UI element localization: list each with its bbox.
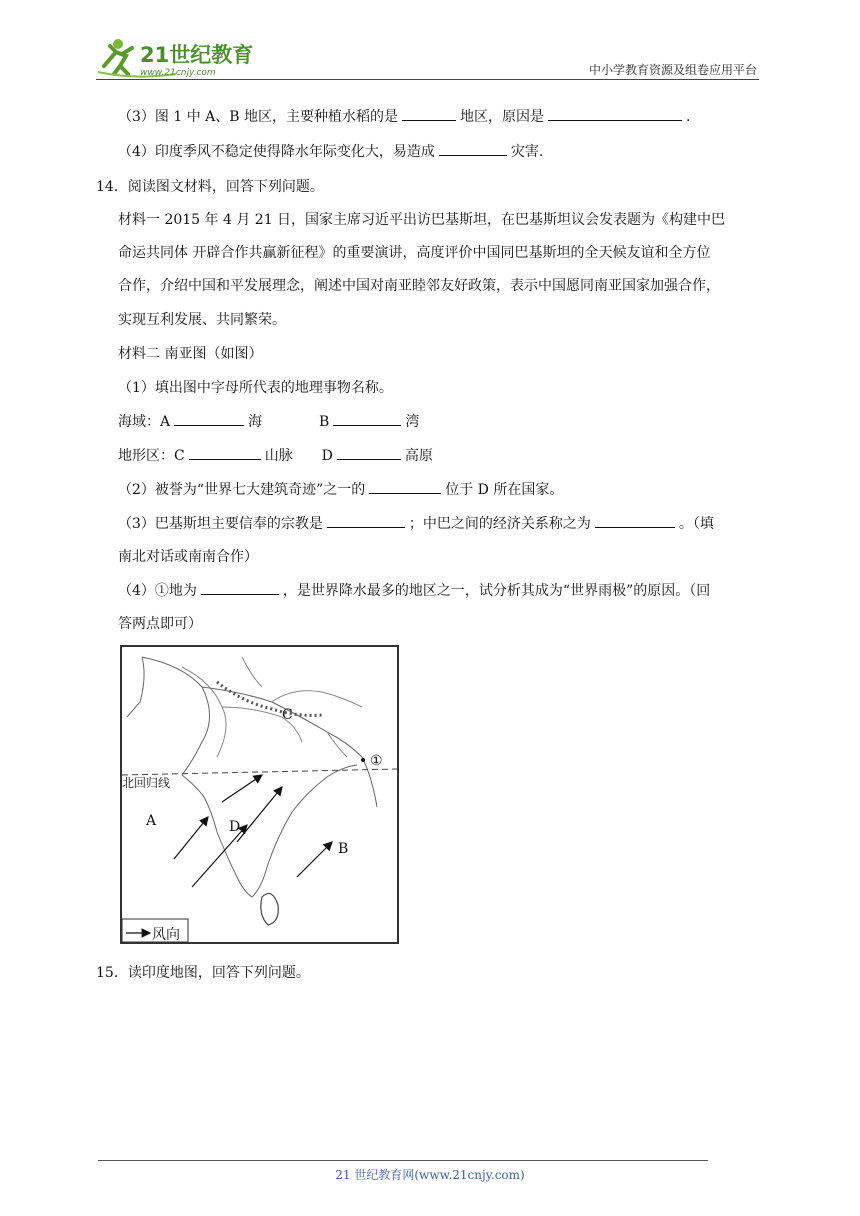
legend-label: 风向 <box>152 927 180 942</box>
answer-blank[interactable] <box>595 513 675 528</box>
wind-arrow <box>174 817 208 859</box>
material1-line1: 材料一 2015 年 4 月 21 日，国家主席习近平出访巴基斯坦，在巴基斯坦议会发表题为《构建中巴 <box>118 212 726 228</box>
q13-part4: （4）印度季风不稳定使得降水年际变化大，易造成 灾害. <box>118 141 543 161</box>
answer-blank[interactable] <box>327 513 405 528</box>
label-b: B <box>338 841 349 857</box>
label-1: ① <box>370 753 383 769</box>
logo-url: www.21cnjy.com <box>140 68 216 78</box>
q14-part4-cont: 答两点即可） <box>118 616 202 632</box>
q14-part1: （1）填出图中字母所代表的地理事物名称。 <box>118 380 393 396</box>
answer-blank[interactable] <box>333 411 401 426</box>
wind-arrow <box>237 787 282 842</box>
tropic-of-cancer <box>122 769 397 775</box>
sri-lanka <box>261 893 278 925</box>
answer-blank[interactable] <box>369 479 441 494</box>
label-a: A <box>146 813 157 829</box>
label-c: C <box>282 707 293 723</box>
site-logo <box>96 36 256 80</box>
logo-text: 21世纪教育 <box>140 43 254 67</box>
answer-blank[interactable] <box>337 445 401 460</box>
footer-text: 21 世纪教育网(www.21cnjy.com) <box>335 1168 525 1182</box>
label-d: D <box>229 819 241 835</box>
tropic-label: 北回归线 <box>122 776 171 790</box>
q14-part3-cont: 南北对话或南南合作） <box>118 549 258 565</box>
q14-part3: （3）巴基斯坦主要信奉的宗教是 ；中巴之间的经济关系称之为 。（填 <box>118 513 714 533</box>
wind-arrow <box>297 842 332 877</box>
answer-blank[interactable] <box>174 411 244 426</box>
footer-divider <box>98 1160 708 1161</box>
answer-blank[interactable] <box>548 106 682 121</box>
material1-line3: 合作，介绍中国和平发展理念，阐述中国对南亚睦邻友好政策，表示中国愿同南亚国家加强合作， <box>118 278 720 294</box>
material2: 材料二 南亚图（如图） <box>118 346 263 362</box>
q14-part2: （2）被誉为“世界七大建筑奇迹”之一的 位于 D 所在国家。 <box>118 479 563 499</box>
q14-land-row: 地形区：C 山脉 D 高原 <box>118 445 433 465</box>
answer-blank[interactable] <box>402 106 456 121</box>
location-dot <box>361 758 365 762</box>
wind-arrow <box>222 775 262 802</box>
material1-line2: 命运共同体 开辟合作共赢新征程》的重要演讲，高度评价中国同巴基斯坦的全天候友谊和全方位 <box>118 245 711 261</box>
platform-name: 中小学教育资源及组卷应用平台 <box>588 63 757 77</box>
answer-blank[interactable] <box>439 141 507 156</box>
q14-part4: （4）①地为 ，是世界降水最多的地区之一，试分析其成为“世界雨极”的原因。（回 <box>118 580 710 600</box>
q13-part3: （3）图 1 中 A、B 地区，主要种植水稻的是 地区，原因是 . <box>118 106 690 126</box>
answer-blank[interactable] <box>201 580 279 595</box>
answer-blank[interactable] <box>189 445 261 460</box>
mountain-range <box>217 682 322 715</box>
q14-sea-row: 海域：A 海 B 湾 <box>118 411 419 431</box>
q14-title: 14．阅读图文材料，回答下列问题。 <box>96 179 324 195</box>
material1-line4: 实现互利发展、共同繁荣。 <box>118 312 286 328</box>
south-asia-map <box>120 645 399 944</box>
q15-title: 15．读印度地图，回答下列问题。 <box>96 965 310 981</box>
header-divider <box>96 79 759 80</box>
